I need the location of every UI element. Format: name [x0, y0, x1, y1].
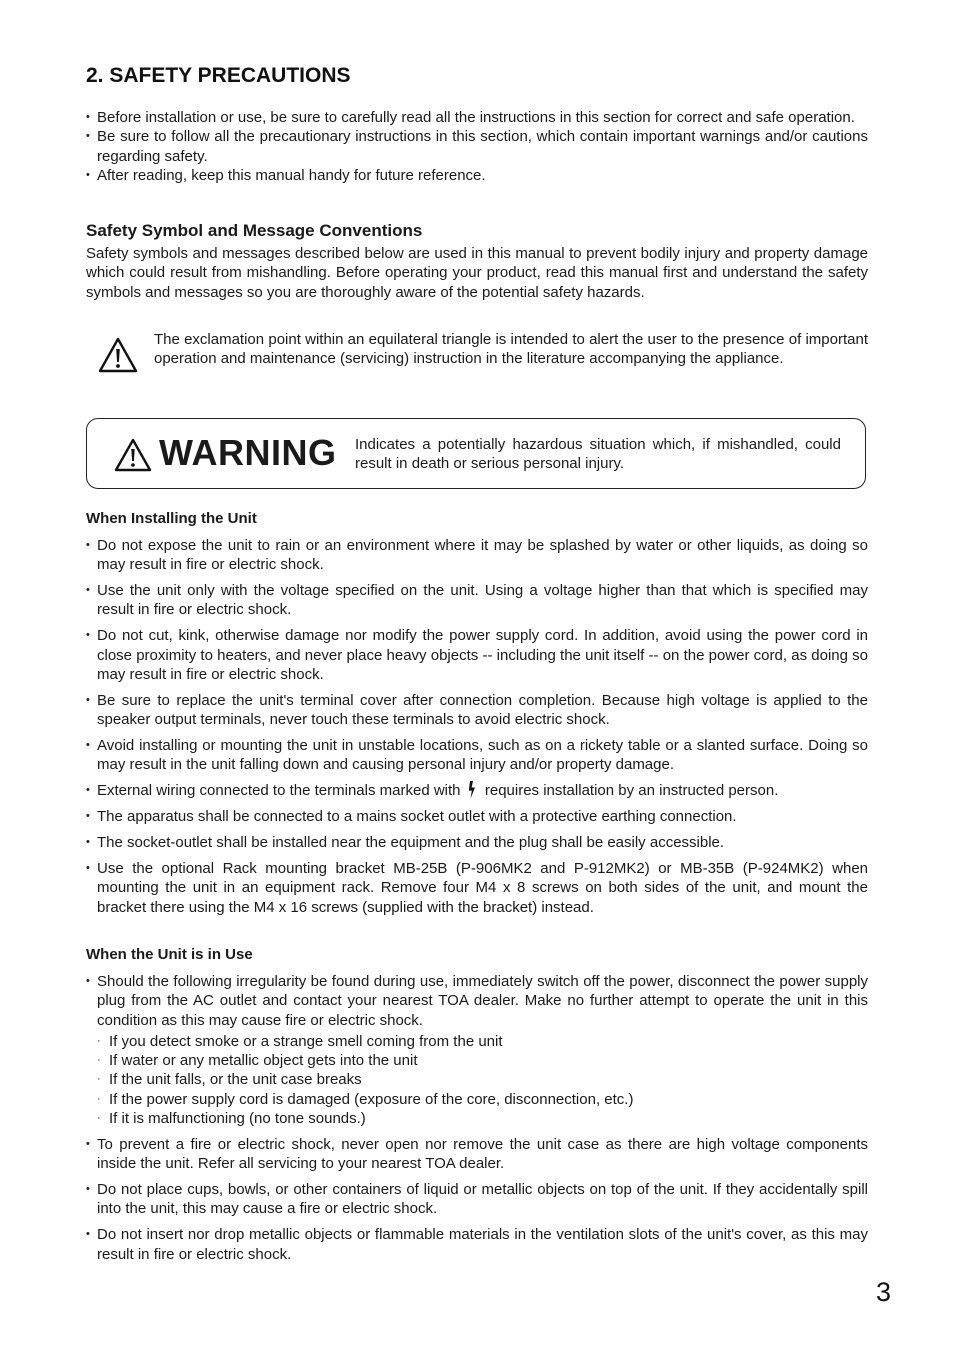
- warning-triangle-icon: [114, 438, 152, 472]
- list-item: • After reading, keep this manual handy for future reference.: [86, 166, 868, 185]
- sub-list-item: · If it is malfunctioning (no tone sounds.): [97, 1109, 868, 1128]
- list-item: • The apparatus shall be connected to a mains socket outlet with a protective earthing connection.: [86, 807, 868, 826]
- warning-description: Indicates a potentially hazardous situation which, if mishandled, could result in death or serious personal injury.: [355, 436, 841, 473]
- intro-list: [86, 108, 868, 185]
- page-number: 3: [876, 1277, 892, 1307]
- list-item: • Before installation or use, be sure to carefully read all the instructions in this section for correct and safe operation.: [86, 108, 868, 127]
- sub-list-item: · If you detect smoke or a strange smell coming from the unit: [97, 1032, 868, 1051]
- wiring-text-after: requires installation by an instructed person.: [484, 782, 779, 800]
- lightning-bolt-icon: [467, 781, 477, 799]
- sub-list-item: · If the unit falls, or the unit case breaks: [97, 1070, 868, 1089]
- page-title: 2. SAFETY PRECAUTIONS: [86, 64, 351, 87]
- list-item: [86, 781, 868, 800]
- in-use-list: [86, 972, 868, 1271]
- irregularity-text: Should the following irregularity be found during use, immediately switch off the power, disconnect the power supply plug from the AC outlet and contact your nearest TOA dealer. Make no further attempt to operate the unit in this condition as this may cause fire or electric shock.: [97, 973, 868, 1029]
- installing-list: [86, 536, 868, 923]
- exclamation-text: The exclamation point within an equilateral triangle is intended to alert the user to the presence of important operation and maintenance (servicing) instruction in the literature accompanying the appliance.: [154, 331, 868, 368]
- irregularity-sublist: [97, 1032, 868, 1128]
- list-item: • The socket-outlet shall be installed near the equipment and the plug shall be easily accessible.: [86, 833, 868, 852]
- conventions-heading: Safety Symbol and Message Conventions: [86, 221, 423, 240]
- list-item: [86, 972, 868, 1128]
- wiring-text-before: External wiring connected to the terminals marked with: [97, 782, 461, 800]
- sub-list-item: · If the power supply cord is damaged (exposure of the core, disconnection, etc.): [97, 1090, 868, 1109]
- list-item: • Use the optional Rack mounting bracket MB-25B (P-906MK2 and P-912MK2) or MB-35B (P-924MK2) when mounting the unit in an equipment rack. Remove four M4 x 8 screws on both sides of the unit, and mount the bracket there using the M4 x 16 screws (supplied with the bracket) instead.: [86, 859, 868, 917]
- sub-list-item: · If water or any metallic object gets into the unit: [97, 1051, 868, 1070]
- in-use-heading: When the Unit is in Use: [86, 946, 253, 963]
- list-item: • To prevent a fire or electric shock, never open nor remove the unit case as there are high voltage components inside the unit. Refer all servicing to your nearest TOA dealer.: [86, 1135, 868, 1174]
- list-item: • Do not cut, kink, otherwise damage nor modify the power supply cord. In addition, avoid using the power cord in close proximity to heaters, and never place heavy objects -- including the unit itself -- on the power cord, as doing so may result in fire or electric shock.: [86, 626, 868, 684]
- installing-heading: When Installing the Unit: [86, 510, 257, 527]
- warning-label: WARNING: [159, 432, 337, 473]
- conventions-text: Safety symbols and messages described below are used in this manual to prevent bodily injury and property damage which could result from mishandling. Before operating your product, read this manual first and understand the safety symbols and messages so you are thoroughly aware of the potential safety hazards.: [86, 245, 868, 301]
- list-item: • Do not insert nor drop metallic objects or flammable materials in the ventilation slots of the unit's cover, as this may result in fire or electric shock.: [86, 1225, 868, 1264]
- list-item: • Be sure to follow all the precautionary instructions in this section, which contain important warnings and/or cautions regarding safety.: [86, 127, 868, 166]
- list-item: • Avoid installing or mounting the unit in unstable locations, such as on a rickety table or a slanted surface. Doing so may result in the unit falling down and causing personal injury and/or property damage.: [86, 736, 868, 775]
- warning-triangle-icon: [98, 337, 138, 373]
- warning-box: [86, 418, 866, 489]
- list-item: • Do not place cups, bowls, or other containers of liquid or metallic objects on top of the unit. If they accidentally spill into the unit, this may cause a fire or electric shock.: [86, 1180, 868, 1219]
- list-item: • Use the unit only with the voltage specified on the unit. Using a voltage higher than that which is specified may result in fire or electric shock.: [86, 581, 868, 620]
- list-item: • Be sure to replace the unit's terminal cover after connection completion. Because high voltage is applied to the speaker output terminals, never touch these terminals to avoid electric shock.: [86, 691, 868, 730]
- list-item: • Do not expose the unit to rain or an environment where it may be splashed by water or other liquids, as doing so may result in fire or electric shock.: [86, 536, 868, 575]
